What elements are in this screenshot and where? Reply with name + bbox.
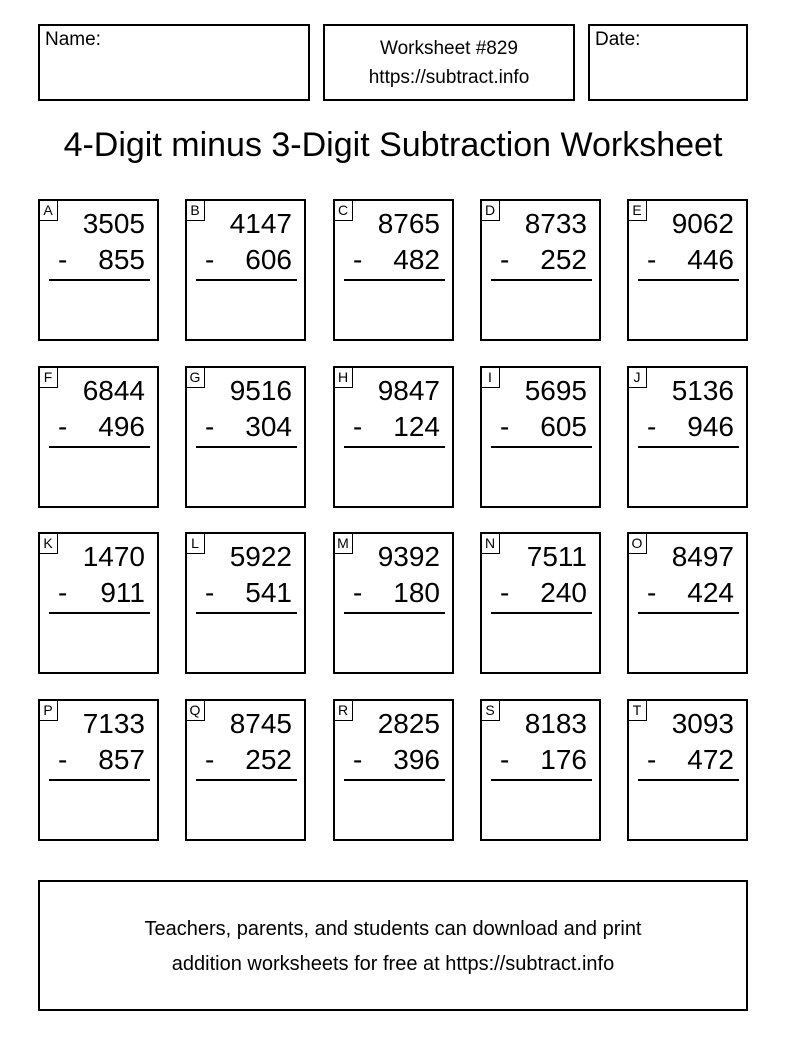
problem-letter: I — [480, 366, 500, 388]
minus-sign: - — [353, 244, 363, 275]
problem-card — [333, 366, 454, 508]
minus-sign: - — [500, 744, 510, 775]
minus-sign: - — [205, 744, 215, 775]
subtrahend: 240 — [540, 577, 587, 608]
problem-card — [185, 699, 306, 841]
minus-sign: - — [58, 577, 68, 608]
minus-sign: - — [647, 411, 657, 442]
minuend: 3505 — [82, 208, 145, 239]
problem-card — [185, 366, 306, 508]
minuend: 9847 — [377, 375, 440, 406]
problem-letter: H — [333, 366, 353, 388]
worksheet-info-box — [323, 24, 575, 101]
date-box — [588, 24, 748, 101]
problem-card — [627, 199, 748, 341]
problem-letter: R — [333, 699, 353, 721]
minuend: 8183 — [524, 708, 587, 739]
problem-letter: D — [480, 199, 500, 221]
subtrahend: 855 — [98, 244, 145, 275]
problem-letter: C — [333, 199, 353, 221]
minuend: 6844 — [82, 375, 145, 406]
minus-sign: - — [353, 577, 363, 608]
minus-sign: - — [58, 411, 68, 442]
problem-letter: N — [480, 532, 500, 554]
subtrahend: 946 — [687, 411, 734, 442]
answer-line — [491, 279, 592, 281]
problem-card — [627, 366, 748, 508]
minuend: 8733 — [524, 208, 587, 239]
subtrahend: 424 — [687, 577, 734, 608]
subtrahend: 252 — [245, 744, 292, 775]
answer-line — [49, 779, 150, 781]
minus-sign: - — [353, 411, 363, 442]
footer-line-1: Teachers, parents, and students can download and print — [144, 918, 642, 940]
worksheet-number: Worksheet #829 — [379, 38, 518, 59]
problem-card — [333, 699, 454, 841]
minuend: 8497 — [671, 541, 734, 572]
minus-sign: - — [500, 244, 510, 275]
problem-letter: L — [185, 532, 205, 554]
page-title: 4-Digit minus 3-Digit Subtraction Worksheet — [63, 126, 723, 164]
subtrahend: 605 — [540, 411, 587, 442]
answer-line — [344, 779, 445, 781]
problem-letter: K — [38, 532, 58, 554]
minus-sign: - — [205, 577, 215, 608]
minuend: 7511 — [526, 541, 587, 572]
problem-letter: M — [333, 532, 353, 554]
problem-card — [38, 366, 159, 508]
minuend: 2825 — [377, 708, 440, 739]
answer-line — [344, 279, 445, 281]
minuend: 5695 — [524, 375, 587, 406]
minus-sign: - — [500, 577, 510, 608]
problem-card — [38, 532, 159, 674]
problem-card — [480, 532, 601, 674]
subtrahend: 304 — [245, 411, 292, 442]
subtrahend: 541 — [245, 577, 292, 608]
worksheet-url: https://subtract.info — [368, 67, 530, 88]
answer-line — [196, 279, 297, 281]
subtrahend: 911 — [100, 577, 145, 608]
answer-line — [491, 612, 592, 614]
name-label: Name: — [45, 29, 101, 50]
problem-letter: Q — [185, 699, 205, 721]
problem-card — [627, 699, 748, 841]
problem-card — [480, 699, 601, 841]
answer-line — [638, 779, 739, 781]
problem-letter: P — [38, 699, 58, 721]
problem-letter: B — [185, 199, 205, 221]
problem-letter: E — [627, 199, 647, 221]
answer-line — [49, 612, 150, 614]
minus-sign: - — [500, 411, 510, 442]
minus-sign: - — [647, 577, 657, 608]
answer-line — [196, 612, 297, 614]
problem-letter: S — [480, 699, 500, 721]
problem-card — [185, 532, 306, 674]
answer-line — [638, 279, 739, 281]
problem-card — [480, 366, 601, 508]
minuend: 8765 — [377, 208, 440, 239]
minuend: 5136 — [671, 375, 734, 406]
answer-line — [196, 779, 297, 781]
answer-line — [196, 446, 297, 448]
date-label: Date: — [595, 29, 641, 50]
minuend: 9062 — [671, 208, 734, 239]
minus-sign: - — [647, 244, 657, 275]
minuend: 5922 — [229, 541, 292, 572]
problem-letter: T — [627, 699, 647, 721]
problem-letter: O — [627, 532, 647, 554]
minus-sign: - — [58, 244, 68, 275]
footer-box — [38, 880, 748, 1011]
answer-line — [491, 779, 592, 781]
minuend: 9516 — [229, 375, 292, 406]
problem-card — [627, 532, 748, 674]
minuend: 8745 — [229, 708, 292, 739]
answer-line — [491, 446, 592, 448]
subtrahend: 180 — [393, 577, 440, 608]
problem-card — [38, 199, 159, 341]
problem-card — [333, 532, 454, 674]
minus-sign: - — [205, 244, 215, 275]
subtrahend: 472 — [687, 744, 734, 775]
problem-card — [333, 199, 454, 341]
problem-card — [38, 699, 159, 841]
subtrahend: 446 — [687, 244, 734, 275]
minuend: 9392 — [377, 541, 440, 572]
minuend: 1470 — [82, 541, 145, 572]
minus-sign: - — [205, 411, 215, 442]
subtrahend: 482 — [393, 244, 440, 275]
minus-sign: - — [353, 744, 363, 775]
answer-line — [344, 612, 445, 614]
minus-sign: - — [58, 744, 68, 775]
subtrahend: 857 — [98, 744, 145, 775]
minus-sign: - — [647, 744, 657, 775]
problem-letter: G — [185, 366, 205, 388]
answer-line — [638, 446, 739, 448]
problem-card — [480, 199, 601, 341]
name-box — [38, 24, 310, 101]
problem-grid — [38, 199, 748, 842]
footer-line-2: addition worksheets for free at https://subtract.info — [171, 953, 615, 975]
minuend: 3093 — [671, 708, 734, 739]
answer-line — [344, 446, 445, 448]
subtrahend: 124 — [393, 411, 440, 442]
problem-card — [185, 199, 306, 341]
subtrahend: 496 — [98, 411, 145, 442]
subtrahend: 176 — [540, 744, 587, 775]
answer-line — [49, 279, 150, 281]
problem-letter: F — [38, 366, 58, 388]
problem-letter: J — [627, 366, 647, 388]
problem-letter: A — [38, 199, 58, 221]
subtrahend: 252 — [540, 244, 587, 275]
answer-line — [638, 612, 739, 614]
answer-line — [49, 446, 150, 448]
subtrahend: 396 — [393, 744, 440, 775]
minuend: 7133 — [82, 708, 145, 739]
subtrahend: 606 — [245, 244, 292, 275]
minuend: 4147 — [229, 208, 292, 239]
